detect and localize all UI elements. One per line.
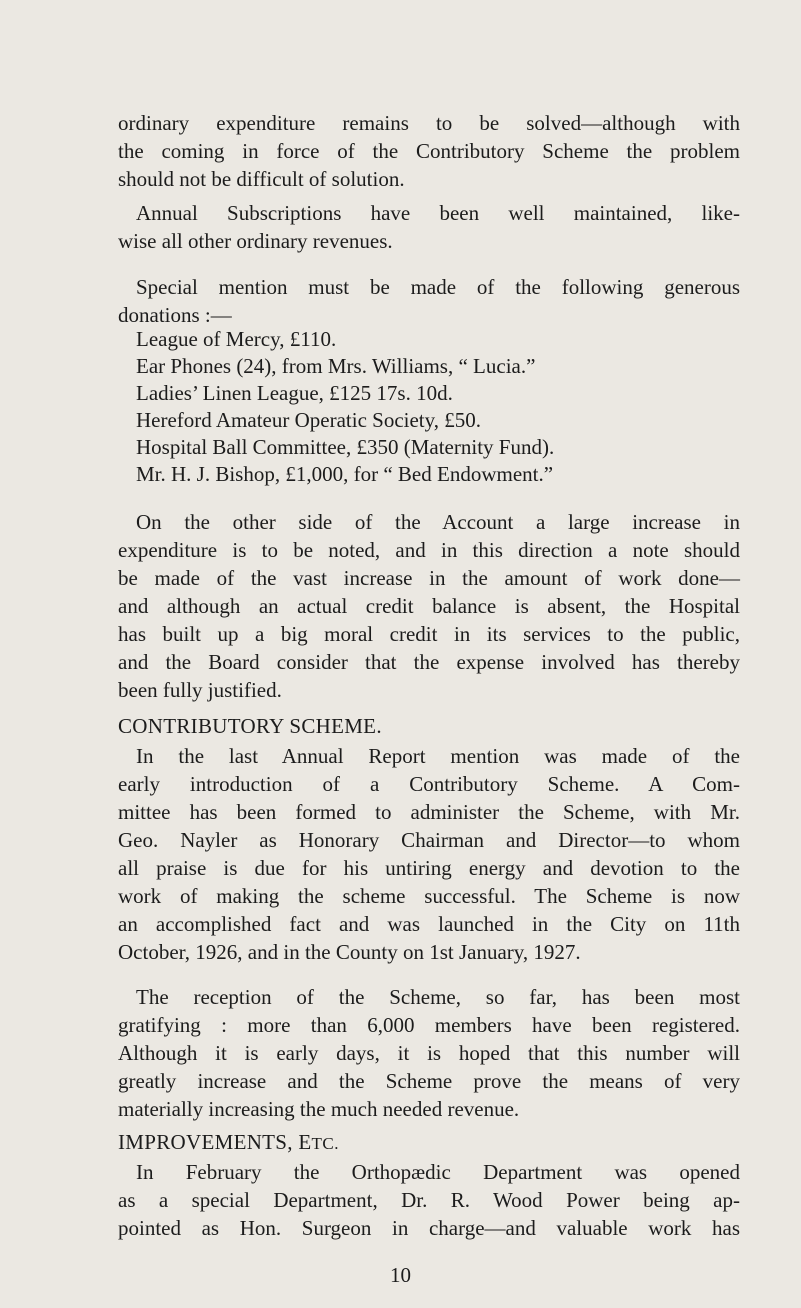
text-line: and the Board consider that the expense involved has thereby [118,650,740,674]
text-line: as a special Department, Dr. R. Wood Power being ap- [118,1188,740,1212]
text-line: mittee has been formed to administer the Scheme, with Mr. [118,800,740,824]
text-line: On the other side of the Account a large increase in [136,510,740,534]
donations-list [136,326,554,488]
text-line: The reception of the Scheme, so far, has been most [136,985,740,1009]
text-line: gratifying : more than 6,000 members have been registered. [118,1013,740,1037]
heading-text-small-caps: TC. [311,1134,339,1153]
paragraph-account-expenditure [118,508,740,704]
text-line: Geo. Nayler as Honorary Chairman and Director—to whom [118,828,740,852]
text-line: October, 1926, and in the County on 1st January, 1927. [118,940,581,964]
text-line: has built up a big moral credit in its services to the public, [118,622,740,646]
page-number: 10 [390,1263,411,1287]
paragraph-annual-subscriptions [118,199,740,255]
text-line: Special mention must be made of the following generous [136,275,740,299]
text-line: an accomplished fact and was launched in the City on 11th [118,912,740,936]
text-line: expenditure is to be noted, and in this direction a note should [118,538,740,562]
paragraph-scheme-reception [118,983,740,1123]
paragraph-special-mention [118,273,740,329]
text-line: In February the Orthopædic Department was opened [136,1160,740,1184]
paragraph-contributory-scheme [118,742,740,966]
text-line: materially increasing the much needed revenue. [118,1097,520,1121]
text-line: been fully justified. [118,678,282,702]
text-line: wise all other ordinary revenues. [118,229,393,253]
text-line: should not be difficult of solution. [118,167,405,191]
text-line: In the last Annual Report mention was made of the [136,744,740,768]
text-line: and although an actual credit balance is absent, the Hospital [118,594,740,618]
text-line: greatly increase and the Scheme prove the means of very [118,1069,740,1093]
section-heading-improvements [118,1128,339,1158]
text-line: Annual Subscriptions have been well maintained, like- [136,201,740,225]
list-item: Ladies’ Linen League, £125 17s. 10d. [136,381,453,405]
list-item: Hospital Ball Committee, £350 (Maternity Fund). [136,435,555,459]
text-line: all praise is due for his untiring energy and devotion to the [118,856,740,880]
text-line: the coming in force of the Contributory Scheme the problem [118,139,740,163]
text-line: ordinary expenditure remains to be solved—although with [118,111,740,135]
text-line: Although it is early days, it is hoped that this number will [118,1041,740,1065]
list-item: League of Mercy, £110. [136,327,337,351]
text-line: donations :— [118,303,232,327]
paragraph-expenditure-continued [118,109,740,193]
list-item: Hereford Amateur Operatic Society, £50. [136,408,482,432]
section-heading-contributory-scheme: CONTRIBUTORY SCHEME. [118,714,382,738]
text-line: work of making the scheme successful. The Scheme is now [118,884,740,908]
text-line: early introduction of a Contributory Scheme. A Com- [118,772,740,796]
heading-text: IMPROVEMENTS, E [118,1130,312,1154]
list-item: Ear Phones (24), from Mrs. Williams, “ Lucia.” [136,354,536,378]
text-line: be made of the vast increase in the amount of work done— [118,566,740,590]
text-line: pointed as Hon. Surgeon in charge—and valuable work has [118,1216,740,1240]
list-item: Mr. H. J. Bishop, £1,000, for “ Bed Endowment.” [136,462,554,486]
paragraph-improvements [118,1158,740,1242]
